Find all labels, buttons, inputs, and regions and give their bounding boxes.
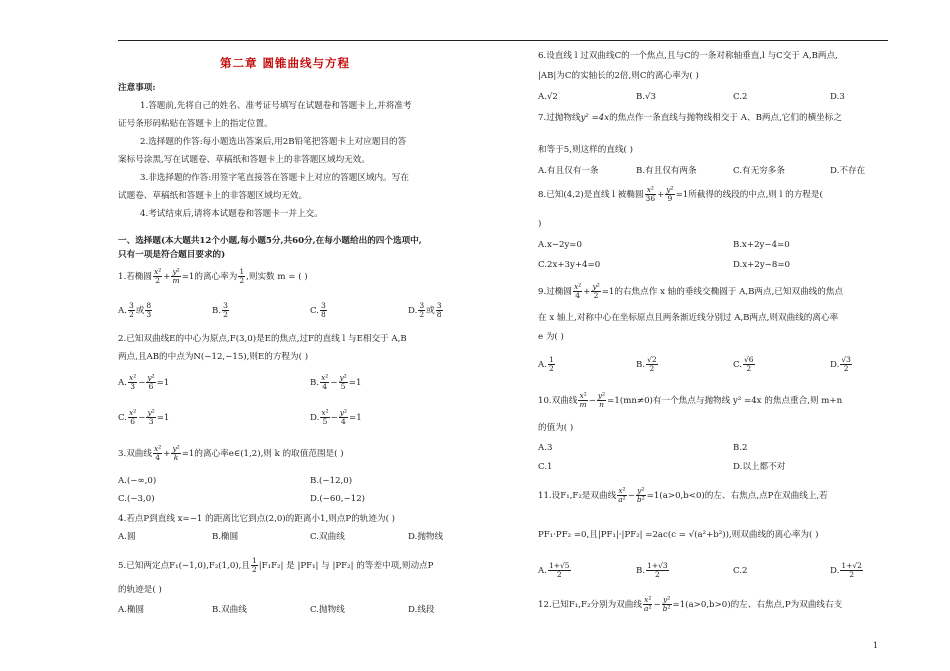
notice-line: 案标号涂黑,写在试题卷、草稿纸和答题卡上的非答题区域均无效。 [118, 155, 370, 165]
notice-line: 证号条形码粘贴在答题卡上的指定位置。 [118, 119, 273, 129]
option-d: D. $\frac{3}{2}$ 或 $\frac{3}{8}$ [408, 301, 442, 319]
question-9: 9.过椭圆 $\frac{\text{x²}}{4}$ + $\frac{\text{y²}}{2}$ =1的右焦点作 x 轴的垂线交椭圆于 A,B两点,已知双曲线的焦点 [538, 282, 844, 300]
question-3: 3.双曲线 $\frac{\text{x²}}{4}$ + $\frac{\text{y²}}{k}$ =1的离心率e∈(1,2),则 k 的取值范围是( ) [118, 444, 344, 462]
option-a: A.3 [538, 443, 553, 453]
option-c: C.2x+3y+4=0 [538, 260, 601, 270]
option-a: A.有且仅有一条 [538, 166, 599, 176]
option-d: D.线段 [408, 605, 435, 615]
question-8: 8.已知(4,2)是直线 l 被椭圆 $\frac{\text{x²}}{36}$ + $\frac{\text{y²}}{9}$ =1所截得的线段的中点,则 l 的方程是( [538, 185, 823, 203]
question-10: 10.双曲线 $\frac{\text{x²}}{m}$ − $\frac{\text{y²}}{n}$ =1(mn≠0)有一个焦点与抛物线 y² =4x 的焦点重合,则 m+n [538, 391, 843, 409]
option-c: C. $\frac{\text{x²}}{6}$ − $\frac{\text{y²}}{3}$ =1 [118, 408, 170, 426]
option-d: D. $\frac{√3}{2}$ [830, 355, 851, 373]
question-1: 1.若椭圆 $\frac{\text{x²}}{2}$ + $\frac{\text{y²}}{m}$ =1的离心率为 $\frac{1}{2}$ ,则实数 m = ( ) [118, 267, 308, 285]
option-c: C.有无穷多条 [733, 166, 785, 176]
question-6-line1: 6.设直线 l 过双曲线C的一个焦点,且与C的一条对称轴垂直,l 与C交于 A,B两点, [538, 51, 838, 61]
header-rule [118, 40, 888, 41]
option-b: B. $\frac{\text{x²}}{4}$ − $\frac{\text{y²}}{5}$ =1 [310, 373, 362, 391]
option-c: C.抛物线 [310, 605, 345, 615]
option-c: C.2 [733, 566, 748, 576]
question-2-line1: 2.已知双曲线E的中心为原点,F(3,0)是E的焦点,过F的直线 l 与E相交于 A,B [118, 334, 407, 344]
section-heading: 一、选择题(本大题共12个小题,每小题5分,共60分,在每小题给出的四个选项中, [118, 236, 422, 246]
option-b: B.有且仅有两条 [636, 166, 697, 176]
question-4: 4.若点P到直线 x=−1 的距离比它到点(2,0)的距离小1,则点P的轨迹为( ) [118, 514, 396, 524]
option-c: C.(−3,0) [118, 494, 155, 504]
question-5: 5.已知两定点F₁(−1,0),F₂(1,0),且 $\frac{1}{2}$ |F₁F₂| 是 |PF₁| 与 |PF₂| 的等差中项,则动点P [118, 556, 434, 574]
notice-line: 3.非选择题的作答:用签字笔直接答在答题卡上对应的答题区域内。写在 [140, 173, 409, 183]
option-d: D.抛物线 [408, 532, 444, 542]
option-d: D.以上都不对 [733, 462, 786, 472]
option-d: D.不存在 [830, 166, 866, 176]
option-b: B. $\frac{3}{2}$ [212, 301, 228, 319]
option-a: A.x−2y=0 [538, 240, 582, 250]
question-8-line2: ) [538, 219, 542, 229]
option-a: A. $\frac{1+√5}{2}$ [538, 561, 570, 579]
notice-line: 试题卷、草稿纸和答题卡上的非答题区域均无效。 [118, 191, 308, 201]
option-b: B. $\frac{1+√3}{2}$ [636, 561, 668, 579]
option-a: A.椭圆 [118, 605, 145, 615]
question-7-line2: 和等于5,则这样的直线( ) [538, 145, 633, 155]
page-title: 第二章 圆锥曲线与方程 [220, 56, 351, 70]
notice-heading: 注意事项: [118, 83, 156, 93]
option-c: C.2 [733, 92, 748, 102]
option-b: B.2 [733, 443, 748, 453]
question-11: 11.设F₁,F₂是双曲线 $\frac{\text{x²}}{\text{a²}}$ − $\frac{\text{y²}}{\text{b²}}$ =1(a>0,b<0)的左、右焦点,点P在双曲线上,若 [538, 486, 828, 504]
option-b: B.双曲线 [212, 605, 247, 615]
question-6-line2: |AB|为C的实轴长的2倍,则C的离心率为( ) [538, 71, 699, 81]
option-a: A.圆 [118, 532, 136, 542]
notice-line: 4.考试结束后,请将本试题卷和答题卡一并上交。 [140, 209, 323, 219]
question-7: 7.过抛物线y² =4x的焦点作一条直线与抛物线相交于 A、B两点,它们的横坐标之 [538, 113, 842, 123]
option-c: C.1 [538, 462, 553, 472]
question-11-line2: PF₁·PF₂ =0,且|PF₁|·|PF₂| =2ac(c = √(a²+b²)),则双曲线的离心率为( ) [538, 530, 819, 540]
option-b: B.x+2y−4=0 [733, 240, 790, 250]
option-d: D.3 [830, 92, 845, 102]
option-d: D. $\frac{1+√2}{2}$ [830, 561, 862, 579]
option-a: A. $\frac{1}{2}$ [538, 355, 554, 373]
option-a: A.(−∞,0) [118, 476, 157, 486]
option-b: B.(−12,0) [310, 476, 353, 486]
option-c: C. $\frac{3}{8}$ [310, 301, 326, 319]
question-9-line2: 在 x 轴上,对称中心在坐标原点且两条渐近线分别过 A,B两点,则双曲线的离心率 [538, 313, 839, 323]
page-number: 1 [873, 641, 879, 650]
question-5-line2: 的轨迹是( ) [118, 585, 162, 595]
option-a: A.√2 [538, 92, 558, 102]
option-b: B.√3 [636, 92, 656, 102]
option-d: D.x+2y−8=0 [733, 260, 791, 270]
option-d: D. $\frac{\text{x²}}{5}$ − $\frac{\text{y²}}{4}$ =1 [310, 408, 362, 426]
question-12: 12.已知F₁,F₂分别为双曲线 $\frac{\text{x²}}{\text{a²}}$ − $\frac{\text{y²}}{\text{b²}}$ =1(a>0,b>0)的左、右焦点,P为双曲线右支 [538, 595, 843, 613]
option-c: C. $\frac{√6}{2}$ [733, 355, 754, 373]
question-9-line3: e 为( ) [538, 332, 564, 342]
option-d: D.(−60,−12) [310, 494, 366, 504]
option-b: B. $\frac{√2}{2}$ [636, 355, 657, 373]
question-10-line2: 的值为( ) [538, 423, 574, 433]
option-b: B.椭圆 [212, 532, 239, 542]
notice-line: 1.答题前,先将自己的姓名、准考证号填写在试题卷和答题卡上,并将准考 [140, 101, 412, 111]
section-heading: 只有一项是符合题目要求的) [118, 250, 226, 260]
notice-line: 2.选择题的作答:每小题选出答案后,用2B铅笔把答题卡上对应题目的答 [140, 137, 407, 147]
option-c: C.双曲线 [310, 532, 345, 542]
option-a: A. $\frac{3}{2}$ 或 $\frac{8}{3}$ [118, 301, 152, 319]
option-a: A. $\frac{\text{x²}}{3}$ − $\frac{\text{y²}}{6}$ =1 [118, 373, 170, 391]
question-2-line2: 两点,且AB的中点为N(−12,−15),则E的方程为( ) [118, 352, 309, 362]
